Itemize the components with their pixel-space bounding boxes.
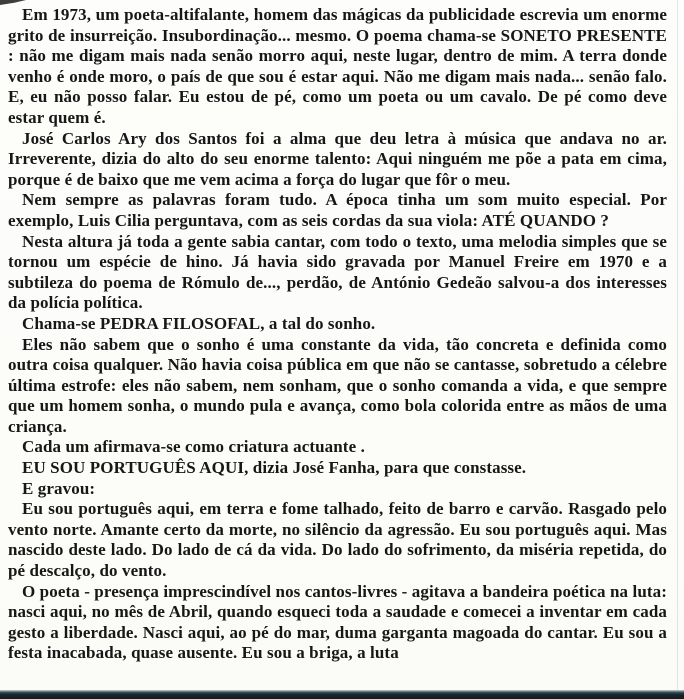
paragraph-poema-eu-sou-portugues: Eu sou português aqui, em terra e fome talhado, feito de barro e carvão. Rasgado pelo vento norte. Amante certo da morte, no silêncio da agressão. Eu sou português aqui. Mas nascido deste lado. Do lado de cá da vida. Do lado do sofrimento, da miséria repetida, do pé descalço, do vento. [8, 499, 667, 581]
paragraph-o-poeta-bandeira: O poeta - presença imprescindível nos cantos-livres - agitava a bandeira poética na luta: nasci aqui, no mês de Abril, quando esqueci toda a saudade e comecei a inventar em cada gesto a liberdade. Nasci aqui, ao pé do mar, duma garganta magoada do cantar. Eu sou a festa inacabada, quase ausente. Eu sou a briga, a luta [8, 581, 667, 663]
paragraph-jose-carlos-ary: José Carlos Ary dos Santos foi a alma que deu letra à música que andava no ar. Irreverente, dizia do alto do seu enorme talento: Aqui ninguém me põe a pata em cima, porque é de baixo que me vem acima a força do lugar que fôr o meu. [8, 128, 667, 189]
paragraph-nesta-altura: Nesta altura já toda a gente sabia cantar, com todo o texto, uma melodia simples que se tornou um espécie de hino. Já havia sido gravada por Manuel Freire em 1970 e a subtileza do poema de Rómulo de..., perdão, de António Gedeão salvou-a dos interesses da polícia política. [8, 231, 667, 313]
paragraph-nem-sempre: Nem sempre as palavras foram tudo. A época tinha um som muito especial. Por exemplo, Luis Cilia perguntava, com as seis cordas da sua viola: ATÉ QUANDO ? [8, 190, 667, 230]
paragraph-pedra-filosofal: Chama-se PEDRA FILOSOFAL, a tal do sonho. [22, 313, 376, 333]
paragraph-e-gravou: E gravou: [22, 478, 96, 498]
paragraph-eles-nao-sabem: Eles não sabem que o sonho é uma constante da vida, tão concreta e definida como outra coisa qualquer. Não havia coisa pública em que não se cantasse, sobretudo a célebre última estrofe: eles não sabem, nem sonham, que o sonho comanda a vida, e que sempre que um homem sonha, o mundo pula e avança, como bola colorida entre as mãos de uma criança. [8, 334, 667, 436]
paragraph-intro-1973: Em 1973, um poeta-altifalante, homem das mágicas da publicidade escrevia um enorme grito de insurreição. Insubordinação... mesmo. O poema chama-se SONETO PRESENTE : não me digam mais nada senão morro aqui, neste lugar, dentro de mim. A terra donde venho é onde moro, o país de que sou é estar aqui. Não me digam mais nada... senão falo. E, eu não posso falar. Eu estou de pé, como um poeta ou um cavalo. De pé como deve estar quem é. [8, 5, 667, 127]
paragraph-cada-um: Cada um afirmava-se como criatura actuante . [22, 437, 365, 457]
paragraph-eu-sou-portugues-aqui: EU SOU PORTUGUÊS AQUI, dizia José Fanha, para que constasse. [22, 458, 527, 478]
scan-bottom-edge [0, 690, 684, 699]
document-body [0, 5, 684, 664]
